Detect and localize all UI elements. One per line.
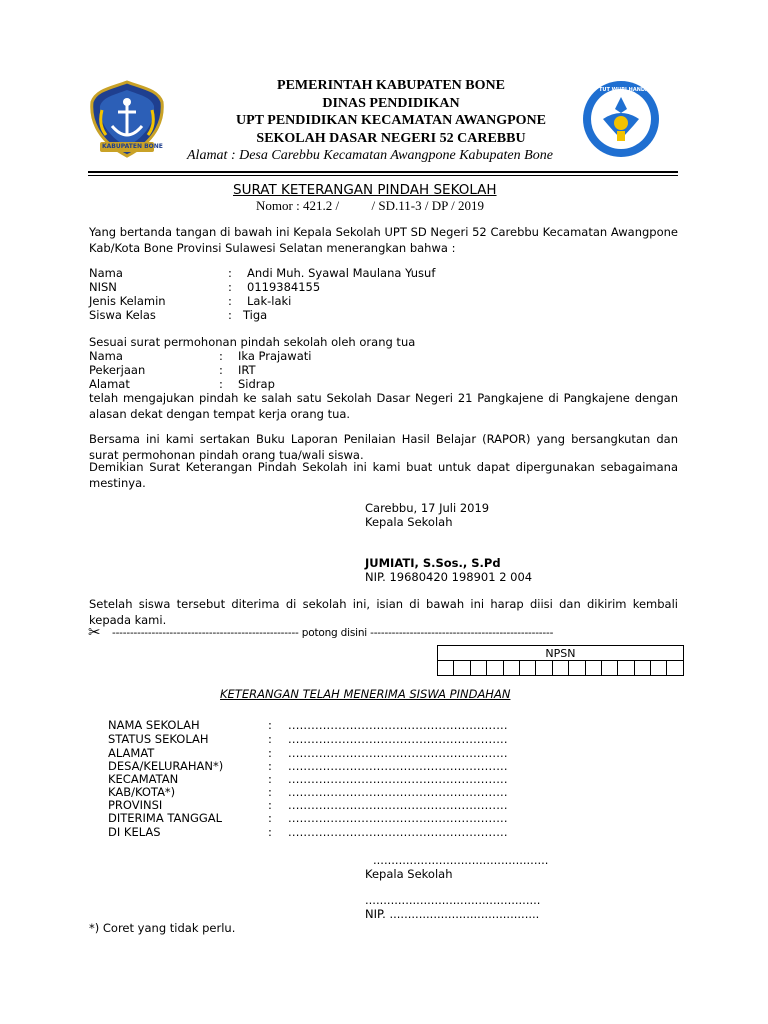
parent-address-value: Sidrap <box>238 377 275 391</box>
field-label: DESA/KELURAHAN*) <box>108 759 224 773</box>
field-fill-line[interactable]: ......................................................... <box>288 798 508 812</box>
colon: : <box>228 266 232 280</box>
receipt-date-line[interactable]: ................................................ <box>373 853 549 867</box>
field-colon: : <box>268 732 272 746</box>
field-label: NAMA SEKOLAH <box>108 718 200 732</box>
colon: : <box>219 363 223 377</box>
field-label: KAB/KOTA*) <box>108 785 176 799</box>
letterhead-rule <box>88 171 678 173</box>
parent-address-label: Alamat <box>89 377 130 391</box>
npsn-digit-box[interactable] <box>585 661 601 676</box>
npsn-digit-box[interactable] <box>618 661 634 676</box>
letter-number: Nomor : 421.2 / / SD.11-3 / DP / 2019 <box>256 198 484 213</box>
signature-position: Kepala Sekolah <box>365 515 453 529</box>
field-fill-line[interactable]: ......................................................... <box>288 811 508 825</box>
field-fill-line[interactable]: ......................................................... <box>288 772 508 786</box>
field-label: PROVINSI <box>108 798 163 812</box>
npsn-digit-box[interactable] <box>651 661 667 676</box>
attachment-paragraph: Bersama ini kami sertakan Buku Laporan Penilaian Hasil Belajar (RAPOR) yang bersangkutan dan surat permohonan pindah orang tua/wali siswa. <box>89 432 678 462</box>
return-instruction: Setelah siswa tersebut diterima di sekolah ini, isian di bawah ini harap diisi dan dikirim kembali kepada kami. <box>89 597 678 627</box>
letterhead-line-1: PEMERINTAH KABUPATEN BONE <box>277 78 505 93</box>
npsn-digit-box[interactable] <box>601 661 617 676</box>
left-logo-text: KABUPATEN BONE <box>102 143 163 150</box>
field-colon: : <box>268 759 272 773</box>
npsn-digit-box[interactable] <box>470 661 486 676</box>
field-colon: : <box>268 785 272 799</box>
student-name-value: Andi Muh. Syawal Maulana Yusuf <box>247 266 436 280</box>
field-fill-line[interactable]: ......................................................... <box>288 785 508 799</box>
field-colon: : <box>268 811 272 825</box>
npsn-digit-box[interactable] <box>503 661 519 676</box>
field-label: STATUS SEKOLAH <box>108 732 209 746</box>
npsn-label: NPSN <box>438 646 684 661</box>
field-fill-line[interactable]: ......................................................... <box>288 732 508 746</box>
field-fill-line[interactable]: ......................................................... <box>288 759 508 773</box>
colon: : <box>228 280 232 294</box>
npsn-digit-box[interactable] <box>438 661 454 676</box>
npsn-digit-box[interactable] <box>634 661 650 676</box>
npsn-digit-box[interactable] <box>667 661 683 676</box>
field-fill-line[interactable]: ......................................................... <box>288 718 508 732</box>
right-logo-text: TUT WURI HANDAYANI <box>599 87 662 93</box>
request-paragraph: telah mengajukan pindah ke salah satu Sekolah Dasar Negeri 21 Pangkajene di Pangkajene dengan alasan dekat dengan tempat kerja orang tua. <box>89 391 678 421</box>
signature-name: JUMIATI, S.Sos., S.Pd <box>365 556 501 570</box>
npsn-digit-box[interactable] <box>454 661 470 676</box>
field-colon: : <box>268 825 272 839</box>
field-colon: : <box>268 772 272 786</box>
field-colon: : <box>268 746 272 760</box>
letterhead-line-2: DINAS PENDIDIKAN <box>322 96 460 111</box>
student-class-value: Tiga <box>243 308 268 322</box>
field-label: DITERIMA TANGGAL <box>108 811 223 825</box>
colon: : <box>219 377 223 391</box>
student-class-label: Siswa Kelas <box>89 308 156 322</box>
npsn-digit-box[interactable] <box>519 661 535 676</box>
npsn-digit-box[interactable] <box>552 661 568 676</box>
receipt-position: Kepala Sekolah <box>365 867 453 881</box>
signature-nip: NIP. 19680420 198901 2 004 <box>365 570 533 584</box>
field-colon: : <box>268 798 272 812</box>
closing-paragraph: Demikian Surat Keterangan Pindah Sekolah ini kami buat untuk dapat dipergunakan sebagaimana mestinya. <box>89 460 678 490</box>
field-fill-line[interactable]: ......................................................... <box>288 825 508 839</box>
field-fill-line[interactable]: ......................................................... <box>288 746 508 760</box>
npsn-digit-box[interactable] <box>536 661 552 676</box>
parent-job-label: Pekerjaan <box>89 363 146 377</box>
field-label: DI KELAS <box>108 825 161 839</box>
receipt-nip[interactable]: NIP. ......................................... <box>365 907 540 921</box>
student-nisn-label: NISN <box>89 280 117 294</box>
parent-job-value: IRT <box>238 363 256 377</box>
letterhead-line-3: UPT PENDIDIKAN KECAMATAN AWANGPONE <box>236 113 546 128</box>
npsn-table <box>437 645 684 676</box>
student-name-label: Nama <box>89 266 123 280</box>
receipt-title: KETERANGAN TELAH MENERIMA SISWA PINDAHAN <box>220 687 511 701</box>
receipt-name-line[interactable]: ................................................ <box>365 893 541 907</box>
letter-title: SURAT KETERANGAN PINDAH SEKOLAH <box>233 182 497 198</box>
field-colon: : <box>268 718 272 732</box>
letterhead-line-4: SEKOLAH DASAR NEGERI 52 CAREBBU <box>256 131 526 146</box>
scissors-icon: ✂ <box>88 623 101 641</box>
field-label: ALAMAT <box>108 746 155 760</box>
kabupaten-bone-logo <box>88 80 166 160</box>
colon: : <box>219 349 223 363</box>
letterhead-address: Alamat : Desa Carebbu Kecamatan Awangpone Kabupaten Bone <box>187 148 553 163</box>
student-gender-value: Lak-laki <box>247 294 292 308</box>
signature-place-date: Carebbu, 17 Juli 2019 <box>365 501 490 515</box>
cut-line: ---------------------------------------------------- potong disini --------------------------------------------------- <box>112 627 554 639</box>
npsn-digit-box[interactable] <box>569 661 585 676</box>
npsn-digit-box[interactable] <box>487 661 503 676</box>
parent-intro: Sesuai surat permohonan pindah sekolah oleh orang tua <box>89 335 416 349</box>
letterhead-rule-thin <box>88 175 678 176</box>
parent-name-value: Ika Prajawati <box>238 349 312 363</box>
opening-paragraph: Yang bertanda tangan di bawah ini Kepala Sekolah UPT SD Negeri 52 Carebbu Kecamatan Awangpone Kab/Kota Bone Provinsi Sulawesi Selatan menerangkan bahwa : <box>89 225 678 255</box>
parent-name-label: Nama <box>89 349 123 363</box>
colon: : <box>228 308 232 322</box>
field-label: KECAMATAN <box>108 772 179 786</box>
student-nisn-value: 0119384155 <box>247 280 321 294</box>
footnote: *) Coret yang tidak perlu. <box>89 921 236 935</box>
colon: : <box>228 294 232 308</box>
student-gender-label: Jenis Kelamin <box>89 294 166 308</box>
